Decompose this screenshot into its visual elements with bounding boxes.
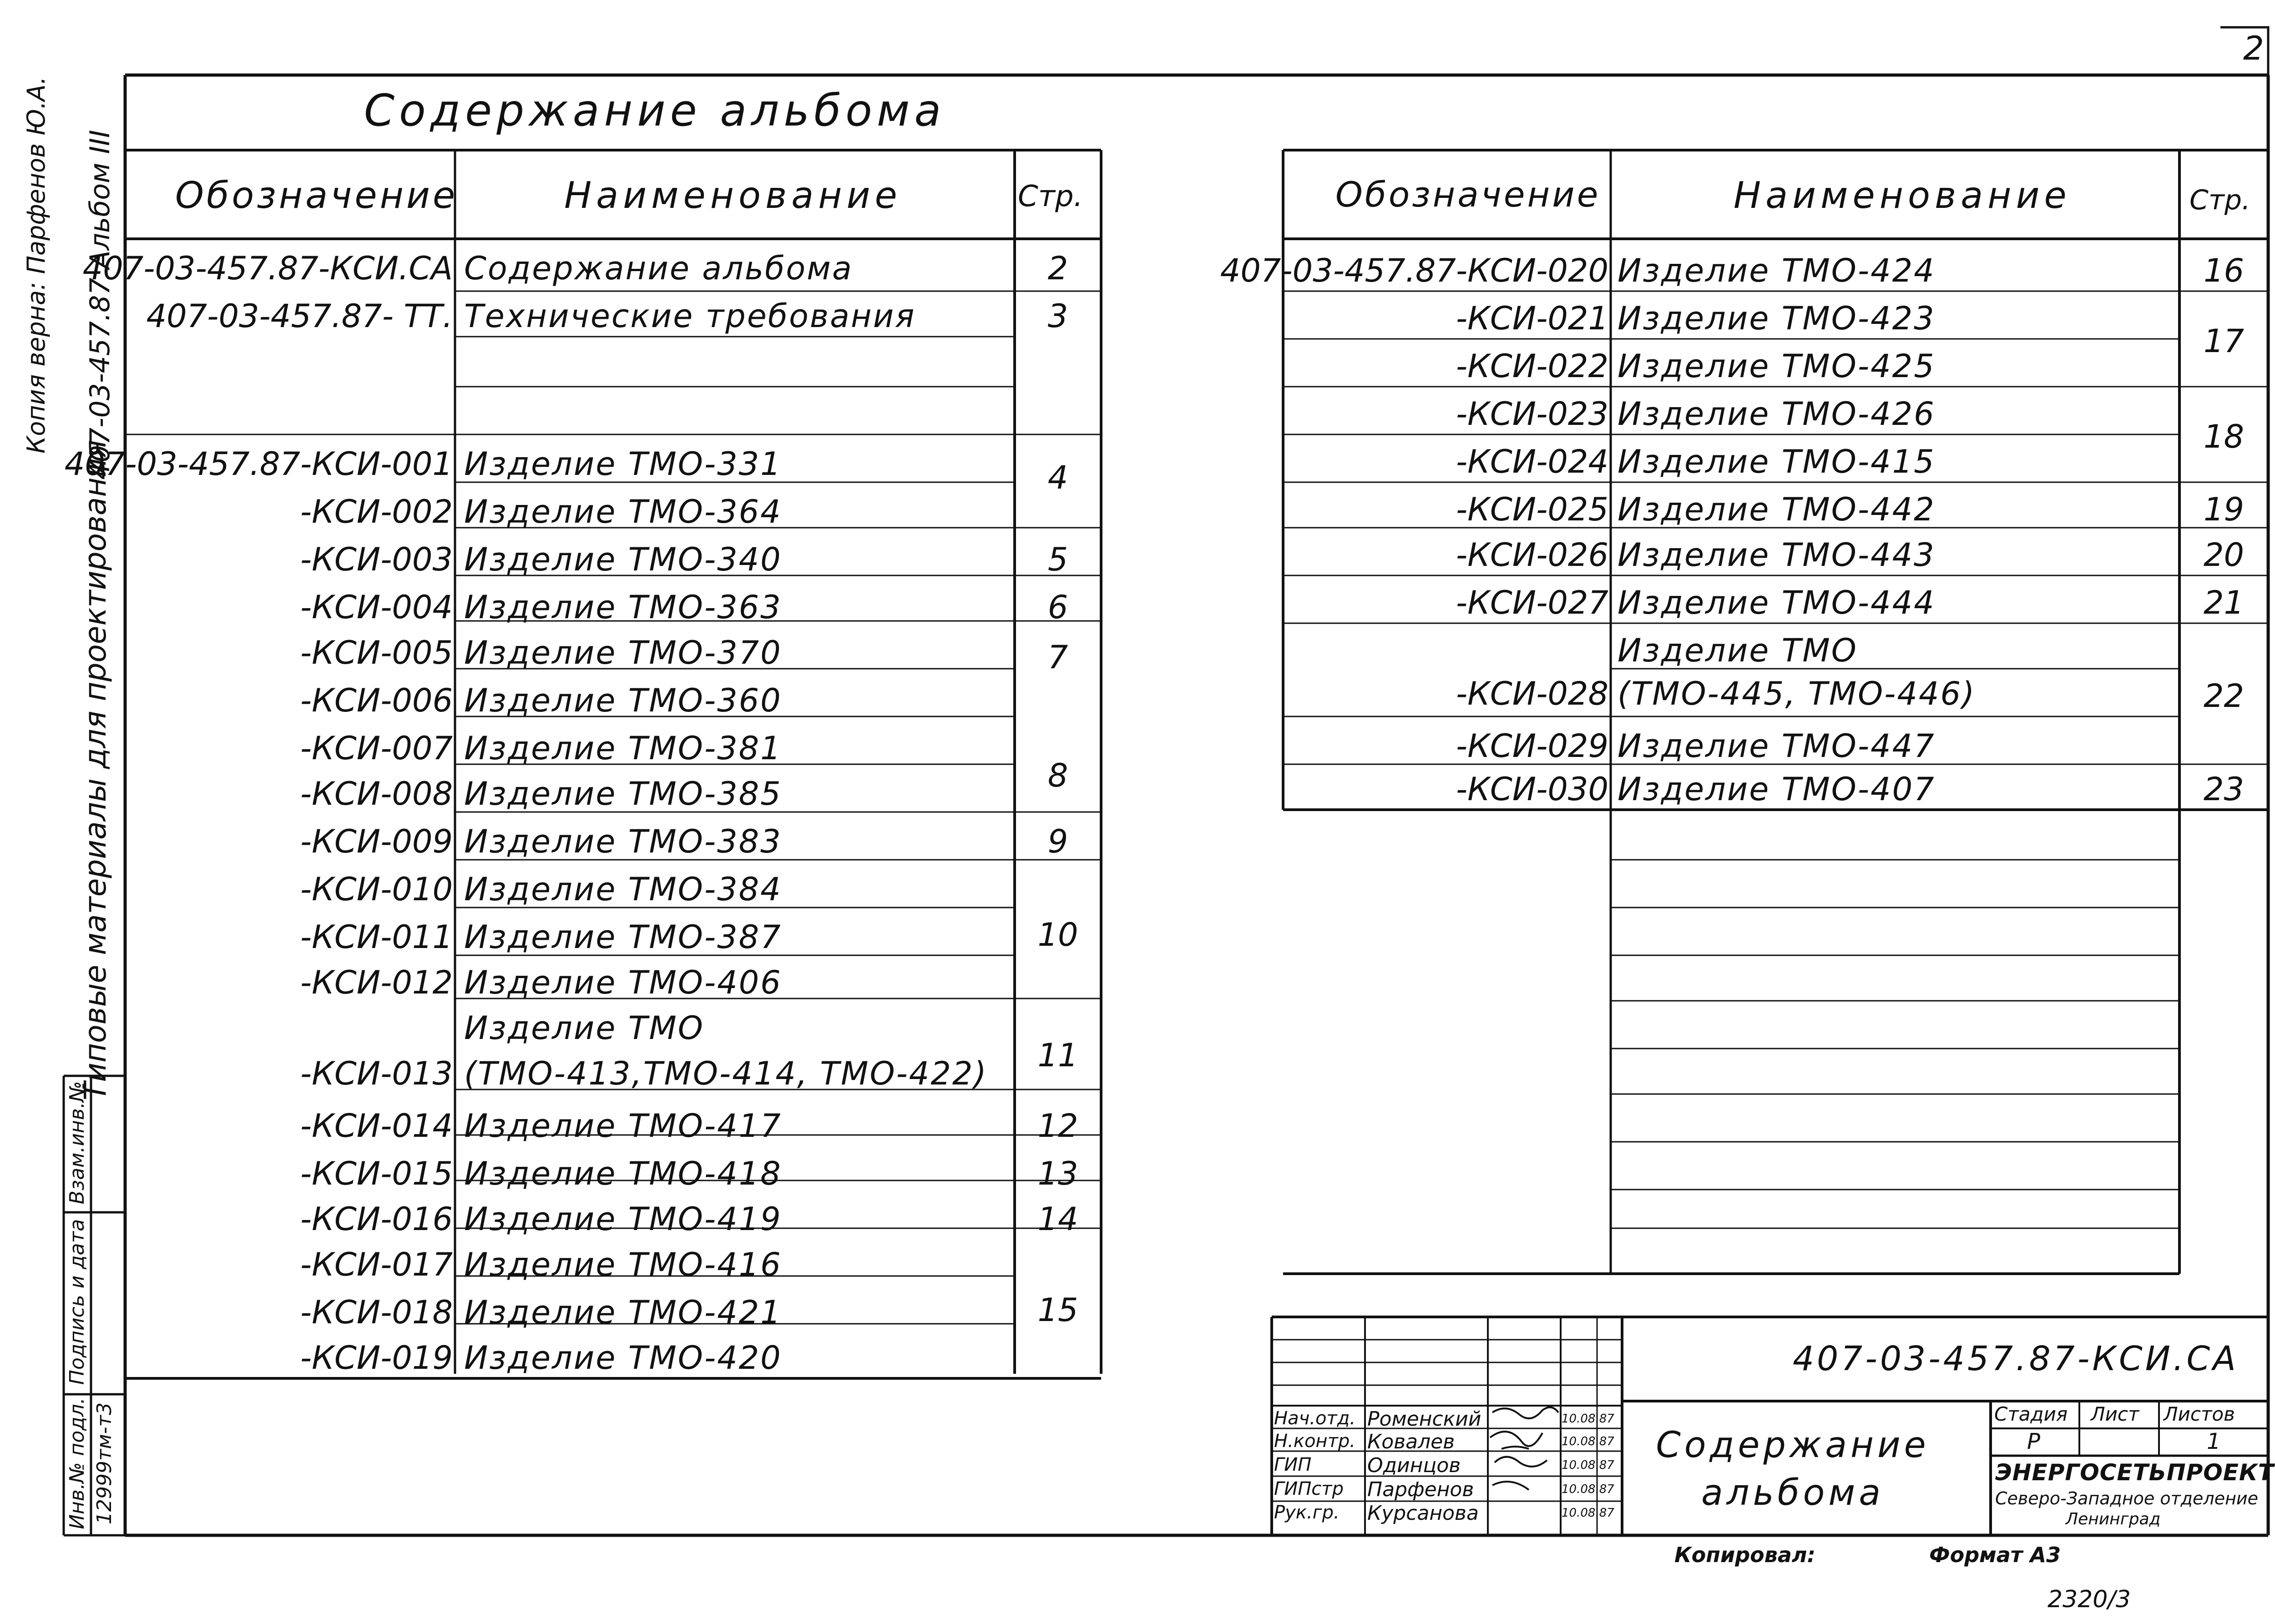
- album-code: 407-03-457.87 Альбом III: [84, 130, 116, 480]
- right-row-designation: -КСИ-028: [1456, 675, 1608, 712]
- left-row-designation: -КСИ-018: [300, 1294, 453, 1331]
- left-row-name: Изделие ТМО-385: [464, 775, 782, 812]
- series-title: Типовые материалы для проектирования: [78, 439, 113, 1101]
- stage-value: Р: [2027, 1429, 2040, 1454]
- left-row-page: 2: [1047, 250, 1068, 287]
- right-header-designation: Обозначение: [1335, 174, 1601, 215]
- copied-label: Копировал:: [1674, 1543, 1815, 1567]
- signature-role: ГИП: [1274, 1454, 1312, 1475]
- left-row-designation: 407-03-457.87-КСИ-001: [64, 445, 453, 483]
- left-row-page: 7: [1047, 639, 1068, 676]
- right-header-name: Наименование: [1734, 174, 2071, 217]
- left-row-designation: -КСИ-003: [300, 541, 453, 578]
- right-row-page: 22: [2203, 677, 2245, 715]
- left-row-designation: 407-03-457.87-КСИ.СА: [82, 250, 453, 287]
- right-header-page: Стр.: [2189, 184, 2251, 216]
- signature-role: Нач.отд.: [1274, 1408, 1356, 1429]
- sheets-label: Листов: [2164, 1403, 2235, 1425]
- right-row-designation: -КСИ-021: [1456, 300, 1608, 337]
- left-row-name: (ТМО-413,ТМО-414, ТМО-422): [464, 1055, 988, 1092]
- sheet-label: Лист: [2091, 1403, 2139, 1425]
- left-row-page: 9: [1047, 823, 1068, 860]
- tb-sheet-title: Содержание альбома: [1656, 1425, 1930, 1514]
- right-row-name: Изделие ТМО-425: [1618, 348, 1936, 385]
- right-row-page: 20: [2203, 536, 2245, 574]
- left-row-name: Изделие ТМО-384: [464, 871, 782, 908]
- sheet-number: 2: [2243, 29, 2264, 67]
- left-row-name: Изделие ТМО-383: [464, 823, 782, 860]
- left-row-designation: -КСИ-011: [300, 918, 453, 956]
- left-row-name: Изделие ТМО-381: [464, 730, 782, 767]
- left-row-designation: -КСИ-019: [300, 1339, 453, 1377]
- right-row-name: Изделие ТМО-407: [1618, 771, 1936, 808]
- left-row-name: Содержание альбома: [464, 250, 853, 287]
- left-row-designation: -КСИ-015: [300, 1155, 453, 1192]
- stage-label: Стадия: [1994, 1403, 2068, 1425]
- left-row-name: Изделие ТМО-331: [464, 445, 782, 483]
- page-title: Содержание альбома: [364, 85, 946, 136]
- left-row-name: Изделие ТМО-360: [464, 682, 782, 719]
- signature-date: 10.08.87: [1562, 1483, 1614, 1496]
- sheets-value: 1: [2207, 1429, 2221, 1454]
- left-row-page: 5: [1047, 541, 1068, 578]
- left-row-page: 15: [1037, 1291, 1078, 1329]
- right-row-name: Изделие ТМО: [1618, 632, 1858, 669]
- right-row-name: Изделие ТМО-442: [1618, 491, 1936, 528]
- left-row-name: Изделие ТМО-387: [464, 918, 782, 956]
- document-code: 407-03-457.87-КСИ.СА: [1793, 1339, 2239, 1378]
- inv-orig-value: 12999тм-т3: [93, 1402, 116, 1525]
- signature-date: 10.08.87: [1562, 1435, 1614, 1448]
- inv-orig-label: Инв.№ подл.: [66, 1397, 89, 1529]
- signature-role: Рук.гр.: [1274, 1502, 1340, 1523]
- left-row-designation: -КСИ-010: [300, 871, 453, 908]
- right-row-designation: -КСИ-026: [1456, 536, 1608, 574]
- copy-note-signer: Парфенов Ю.А.: [22, 76, 51, 274]
- left-row-designation: -КСИ-005: [300, 634, 453, 671]
- left-row-name: Изделие ТМО: [464, 1009, 704, 1047]
- right-row-name: Изделие ТМО-424: [1618, 252, 1936, 289]
- format-label: Формат А3: [1929, 1543, 2061, 1567]
- left-row-designation: -КСИ-012: [300, 964, 453, 1001]
- right-row-name: Изделие ТМО-443: [1618, 536, 1936, 574]
- left-row-designation: -КСИ-007: [300, 730, 453, 767]
- left-row-page: 13: [1037, 1155, 1078, 1192]
- left-row-name: Изделие ТМО-340: [464, 541, 782, 578]
- left-row-name: Изделие ТМО-421: [464, 1294, 782, 1331]
- right-row-page: 16: [2203, 252, 2245, 289]
- left-row-name: Изделие ТМО-418: [464, 1155, 782, 1192]
- archive-number: 2320/3: [2048, 1586, 2131, 1613]
- left-row-page: 6: [1047, 589, 1068, 626]
- signature-role: Н.контр.: [1274, 1431, 1355, 1452]
- left-row-name: Изделие ТМО-370: [464, 634, 782, 671]
- right-row-designation: 407-03-457.87-КСИ-020: [1220, 252, 1608, 289]
- signature-date: 10.08.87: [1562, 1458, 1614, 1472]
- left-header-designation: Обозначение: [175, 174, 458, 217]
- inv-label: Взам.инв.№: [66, 1081, 89, 1205]
- right-row-designation: -КСИ-025: [1456, 491, 1608, 528]
- signature-name: Роменский: [1367, 1407, 1481, 1431]
- right-row-page: 18: [2203, 418, 2245, 455]
- left-row-name: Технические требования: [464, 298, 916, 335]
- left-row-name: Изделие ТМО-420: [464, 1339, 782, 1377]
- left-row-designation: -КСИ-008: [300, 775, 453, 812]
- signature-date: 10.08.87: [1562, 1506, 1614, 1520]
- left-row-designation: -КСИ-013: [300, 1055, 453, 1092]
- signature-role: ГИПстр: [1274, 1478, 1344, 1499]
- sign-date-label: Подпись и дата: [66, 1219, 89, 1385]
- right-row-designation: -КСИ-029: [1456, 727, 1608, 765]
- left-row-designation: -КСИ-006: [300, 682, 453, 719]
- left-header-name: Наименование: [564, 174, 902, 217]
- left-row-name: Изделие ТМО-406: [464, 964, 782, 1001]
- left-row-designation: -КСИ-014: [300, 1107, 453, 1145]
- left-row-page: 12: [1037, 1107, 1078, 1145]
- left-row-page: 14: [1037, 1200, 1078, 1238]
- left-row-designation: -КСИ-004: [300, 589, 453, 626]
- right-row-designation: -КСИ-023: [1456, 395, 1608, 433]
- right-row-page: 23: [2203, 771, 2245, 808]
- copy-note: [22, 76, 51, 454]
- right-row-designation: -КСИ-024: [1456, 443, 1608, 480]
- right-row-name: Изделие ТМО-426: [1618, 395, 1936, 433]
- right-row-name: Изделие ТМО-423: [1618, 300, 1936, 337]
- left-row-page: 4: [1047, 459, 1068, 496]
- left-row-page: 10: [1037, 916, 1078, 953]
- right-row-designation: -КСИ-030: [1456, 771, 1608, 808]
- org-name: ЭНЕРГОСЕТЬПРОЕКТ: [1995, 1459, 2274, 1486]
- left-row-name: Изделие ТМО-363: [464, 589, 782, 626]
- right-row-name: (ТМО-445, ТМО-446): [1618, 675, 1976, 712]
- left-row-designation: -КСИ-009: [300, 823, 453, 860]
- left-row-page: 11: [1037, 1037, 1078, 1074]
- left-row-page: 3: [1047, 298, 1068, 335]
- left-row-page: 8: [1047, 757, 1068, 794]
- right-row-name: Изделие ТМО-444: [1618, 584, 1936, 621]
- left-row-name: Изделие ТМО-419: [464, 1200, 782, 1238]
- right-row-name: Изделие ТМО-415: [1618, 443, 1936, 480]
- left-row-designation: -КСИ-016: [300, 1200, 453, 1238]
- left-row-designation: -КСИ-002: [300, 493, 453, 530]
- left-header-page: Стр.: [1018, 180, 1083, 213]
- left-row-name: Изделие ТМО-417: [464, 1107, 782, 1145]
- left-row-name: Изделие ТМО-364: [464, 493, 782, 530]
- right-row-page: 21: [2203, 584, 2245, 621]
- right-row-page: 17: [2203, 323, 2245, 360]
- left-row-designation: 407-03-457.87- ТТ.: [146, 298, 453, 335]
- right-row-page: 19: [2203, 491, 2245, 528]
- right-row-designation: -КСИ-022: [1456, 348, 1608, 385]
- copy-note-label: Копия верна:: [22, 282, 51, 454]
- org-city: Ленинград: [2066, 1510, 2161, 1528]
- signature-name: Ковалев: [1367, 1430, 1455, 1453]
- right-row-name: Изделие ТМО-447: [1618, 727, 1936, 765]
- org-branch: Северо-Западное отделение: [1995, 1488, 2258, 1508]
- signature-date: 10.08.87: [1562, 1412, 1614, 1426]
- signature-name: Парфенов: [1367, 1478, 1474, 1501]
- signature-name: Одинцов: [1367, 1454, 1461, 1477]
- right-row-designation: -КСИ-027: [1456, 584, 1608, 621]
- left-row-name: Изделие ТМО-416: [464, 1246, 782, 1283]
- left-row-designation: -КСИ-017: [300, 1246, 453, 1283]
- signature-name: Курсанова: [1367, 1502, 1479, 1525]
